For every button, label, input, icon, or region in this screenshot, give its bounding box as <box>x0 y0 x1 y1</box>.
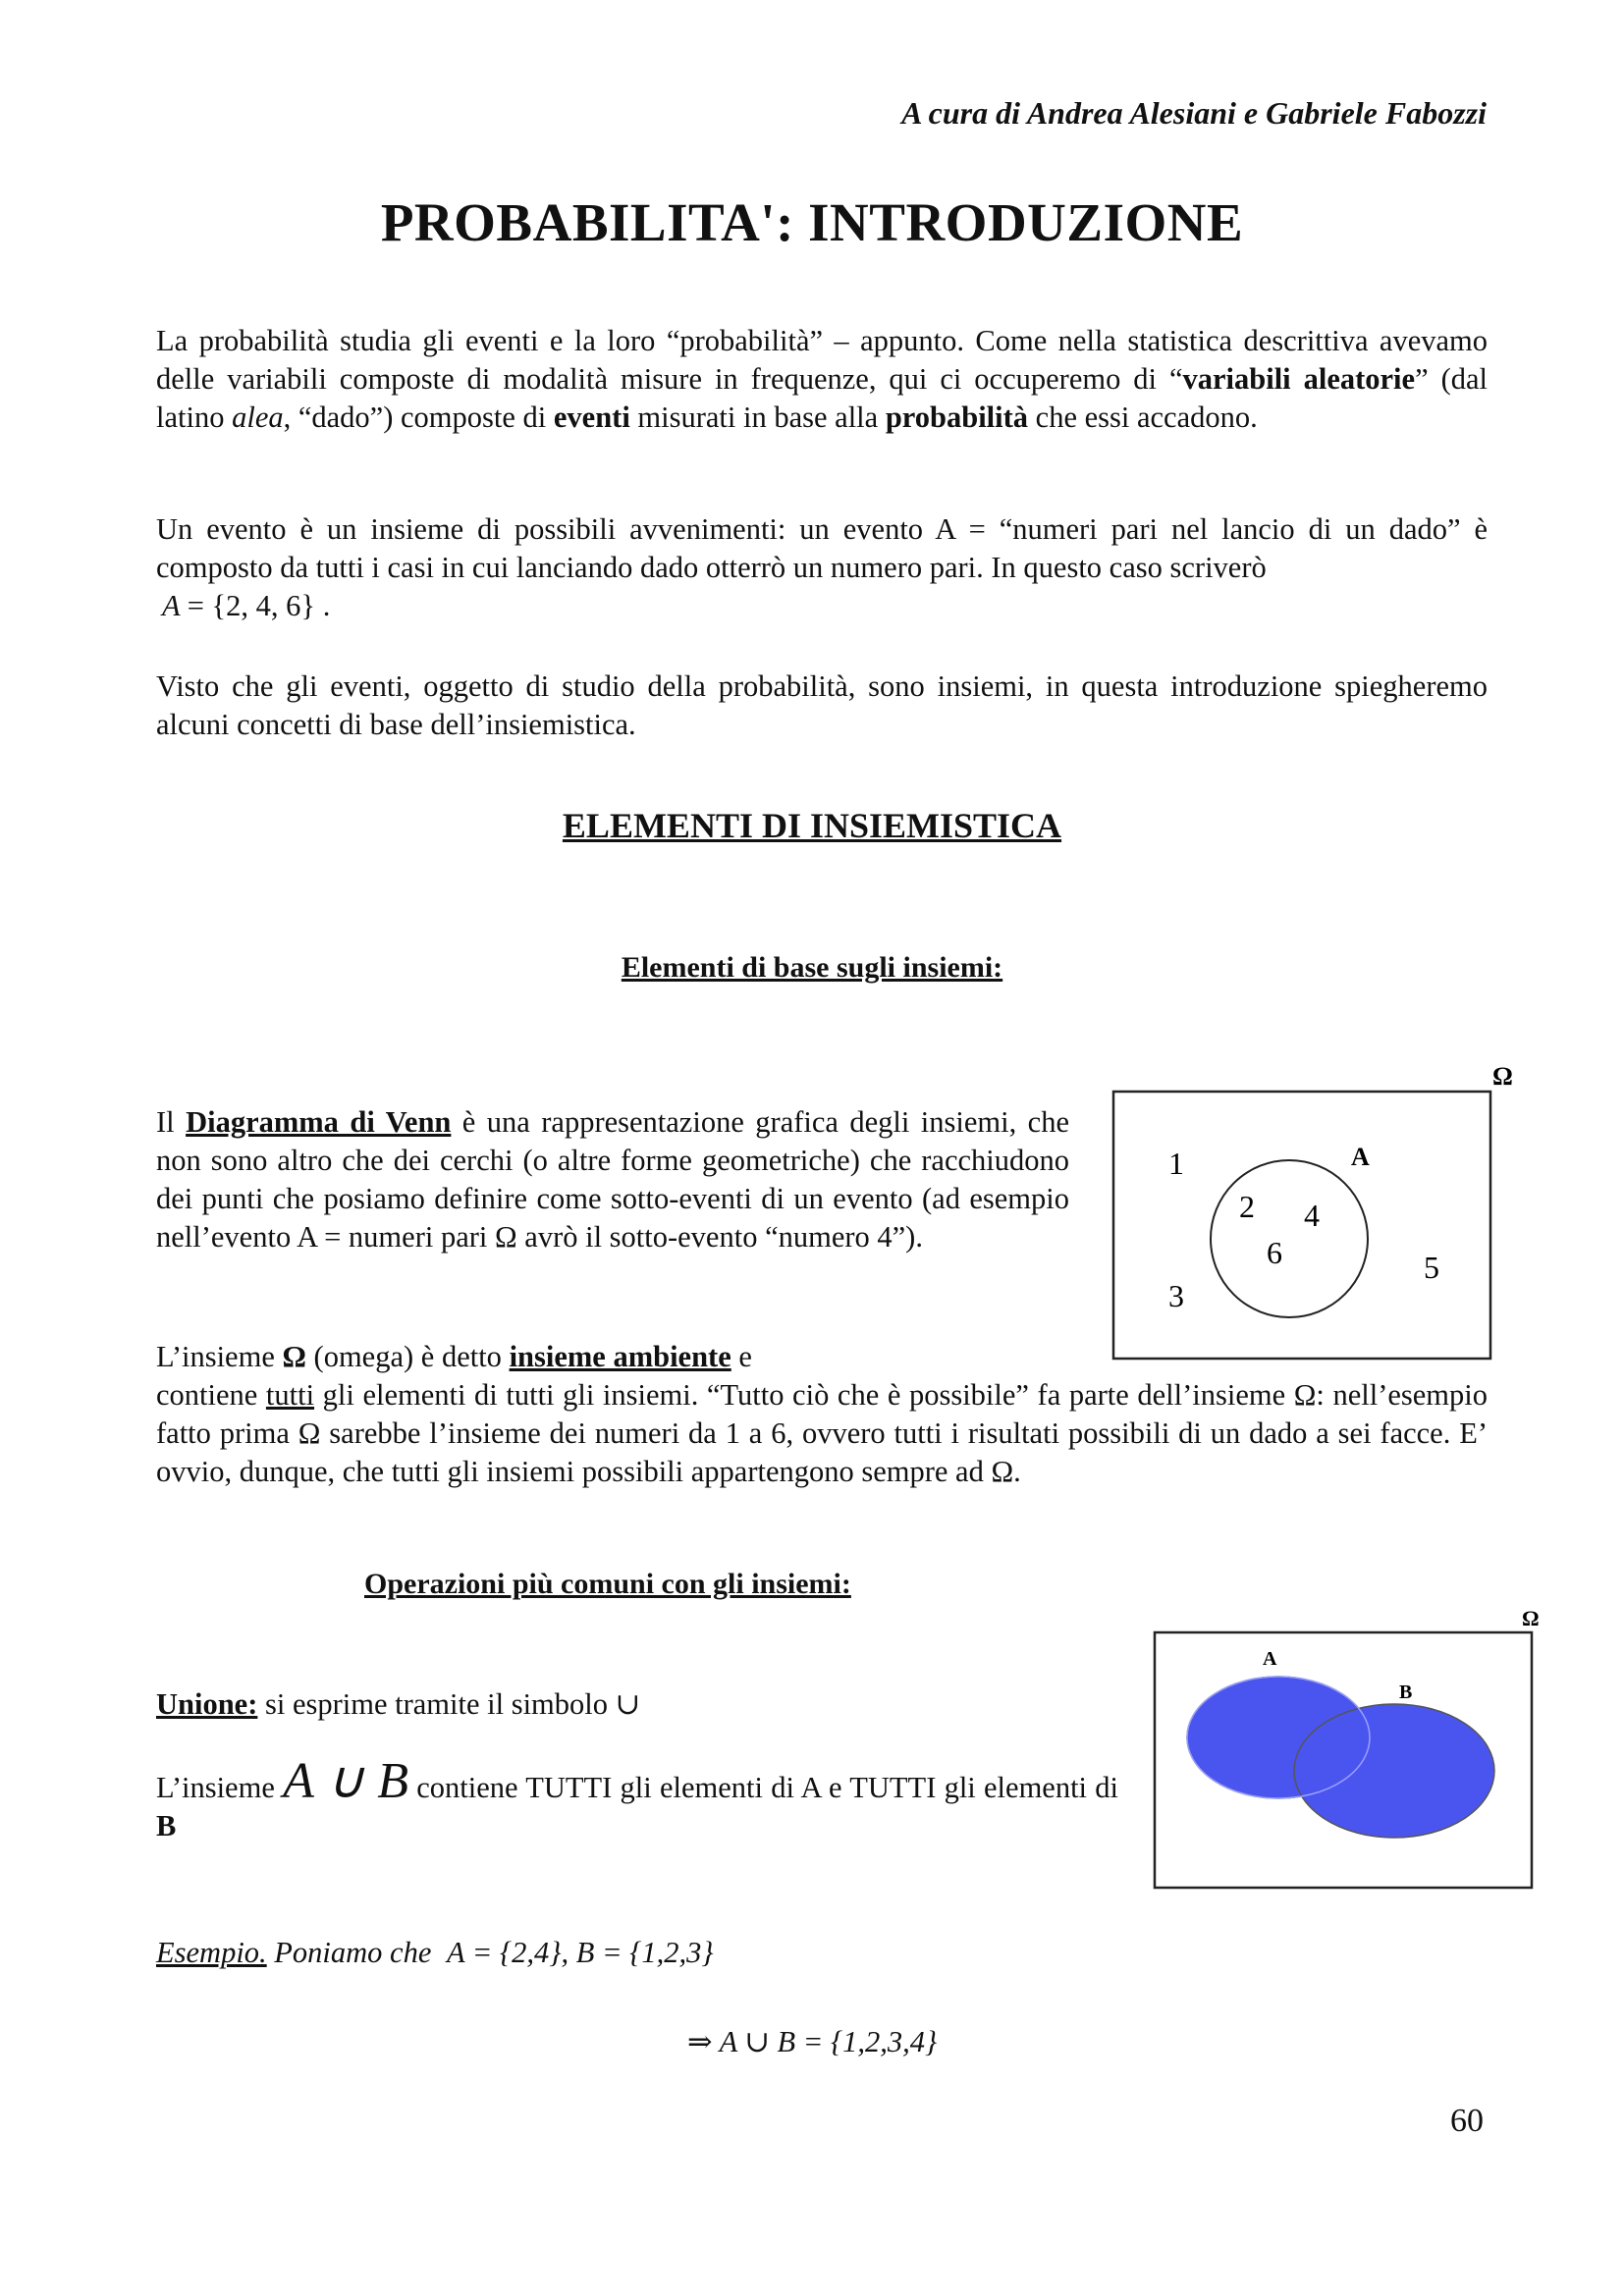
intro-p2-text: Un evento è un insieme di possibili avvenimenti: un evento A = “numeri pari nel lancio di un dado” è composto da tutti i casi in cui lanciando dado otterrò un numero pari. In questo caso scriverò <box>156 512 1488 584</box>
union-definition <box>156 1753 1118 1845</box>
omega-rest-1: gli elementi di tutti gli insiemi. “Tutto ciò che è possibile” fa parte dell’insieme Ω: nell’esempio fatto prima Ω sarebbe l’insieme dei numeri da 1 a 6, ovvero tutti i risultati possibili di un dado a sei facce. E’ ovvio, dunque, che tutti gli insiemi possibili appartengono sempre ad Ω. <box>156 1378 1488 1488</box>
union-label: Unione: <box>156 1687 258 1721</box>
term-tutti: tutti <box>265 1378 315 1412</box>
page-title: PROBABILITA': INTRODUZIONE <box>380 192 1244 252</box>
union-line-0: L’insieme <box>156 1771 284 1804</box>
union-heading <box>156 1685 640 1724</box>
venn-universe-rect <box>1113 1092 1490 1359</box>
venn-number: 1 <box>1168 1146 1184 1181</box>
term-eventi: eventi <box>553 400 630 434</box>
subsection-basics-title: Elementi di base sugli insiemi: <box>621 951 1003 984</box>
union-line-1: contiene TUTTI gli elementi di A e TUTTI gli elementi di <box>407 1771 1118 1804</box>
venn-number: 5 <box>1424 1250 1439 1285</box>
union-venn-diagram <box>1139 1600 1571 1895</box>
venn-diagram <box>1100 1055 1532 1369</box>
intro-paragraph-3: Visto che gli eventi, oggetto di studio della probabilità, sono insiemi, in questa introduzione spiegheremo alcuni concetti di base dell’insiemistica. <box>156 669 1488 741</box>
term-variabili-aleatorie: variabili aleatorie <box>1182 362 1416 396</box>
venn-set-a-circle <box>1211 1160 1368 1317</box>
intro-paragraph-1 <box>156 322 1488 437</box>
page-number: 60 <box>1450 2103 1484 2139</box>
union-omega-label: Ω <box>1522 1606 1540 1630</box>
venn-text-1: è una rappresentazione grafica degli insiemi, che non sono altro che dei cerchi (o altre forme geometriche) che racchiudono dei punti che posiamo definire come sotto-eventi di un evento (ad esempio nell’evento A = numeri pari Ω avrò il sotto-evento “numero 4”). <box>156 1105 1069 1254</box>
omega-symbol: Ω <box>282 1340 306 1373</box>
example-formula: A = {2,4}, B = {1,2,3} <box>447 1936 714 1969</box>
example-text: Poniamo che <box>266 1936 440 1969</box>
header-authors: A cura di Andrea Alesiani e Gabriele Fabozzi <box>901 95 1487 131</box>
union-example <box>156 1936 714 1970</box>
union-line-b: B <box>156 1809 177 1842</box>
intro-p1-text-3: , “dado”) composte di <box>283 400 554 434</box>
intro-p1-text-5: che essi accadono. <box>1028 400 1258 434</box>
union-set-b <box>1294 1704 1494 1838</box>
omega-text-1: (omega) è detto <box>305 1340 510 1373</box>
union-desc: si esprime tramite il simbolo ∪ <box>257 1687 641 1721</box>
venn-set-a-label: A <box>1351 1143 1370 1171</box>
venn-number: 2 <box>1239 1189 1255 1224</box>
intro-p1-text-1: La probabilità studia gli eventi e la loro “probabilità” – appunto. Come nella statistica descrittiva avevamo delle variabili composte di modalità misure in frequenze, qui ci occuperemo di “ <box>156 324 1488 396</box>
venn-number: 6 <box>1267 1235 1282 1270</box>
omega-rest-0: contiene <box>156 1378 266 1412</box>
term-diagramma-di-venn: Diagramma di Venn <box>186 1105 452 1139</box>
term-insieme-ambiente: insieme ambiente <box>509 1340 731 1373</box>
union-label-b: B <box>1399 1682 1413 1703</box>
omega-text-0: L’insieme <box>156 1340 283 1373</box>
section-title: ELEMENTI DI INSIEMISTICA <box>562 806 1062 845</box>
venn-omega-label: Ω <box>1492 1062 1513 1091</box>
intro-p2-formula <box>156 587 1488 625</box>
venn-description <box>156 1103 1069 1256</box>
formula-event-a: A = {2, 4, 6} . <box>162 589 331 622</box>
example-label: Esempio. <box>156 1936 267 1969</box>
union-formula: A ∪ B <box>283 1753 408 1809</box>
venn-text-0: Il <box>156 1105 187 1139</box>
union-label-a: A <box>1263 1648 1277 1670</box>
venn-number: 3 <box>1168 1278 1184 1313</box>
intro-p1-text-4: misurati in base alla <box>629 400 886 434</box>
union-result: ⇒ A ∪ B = {1,2,3,4} <box>687 2025 938 2058</box>
intro-paragraph-2 <box>156 510 1488 625</box>
term-alea: alea <box>232 400 284 434</box>
term-probabilita: probabilità <box>885 400 1029 434</box>
subsection-ops-title: Operazioni più comuni con gli insiemi: <box>364 1568 851 1600</box>
intro-p1-text-2: ” (dal latino <box>156 362 1488 434</box>
omega-text-2: e <box>731 1340 752 1373</box>
venn-number: 4 <box>1304 1198 1320 1233</box>
